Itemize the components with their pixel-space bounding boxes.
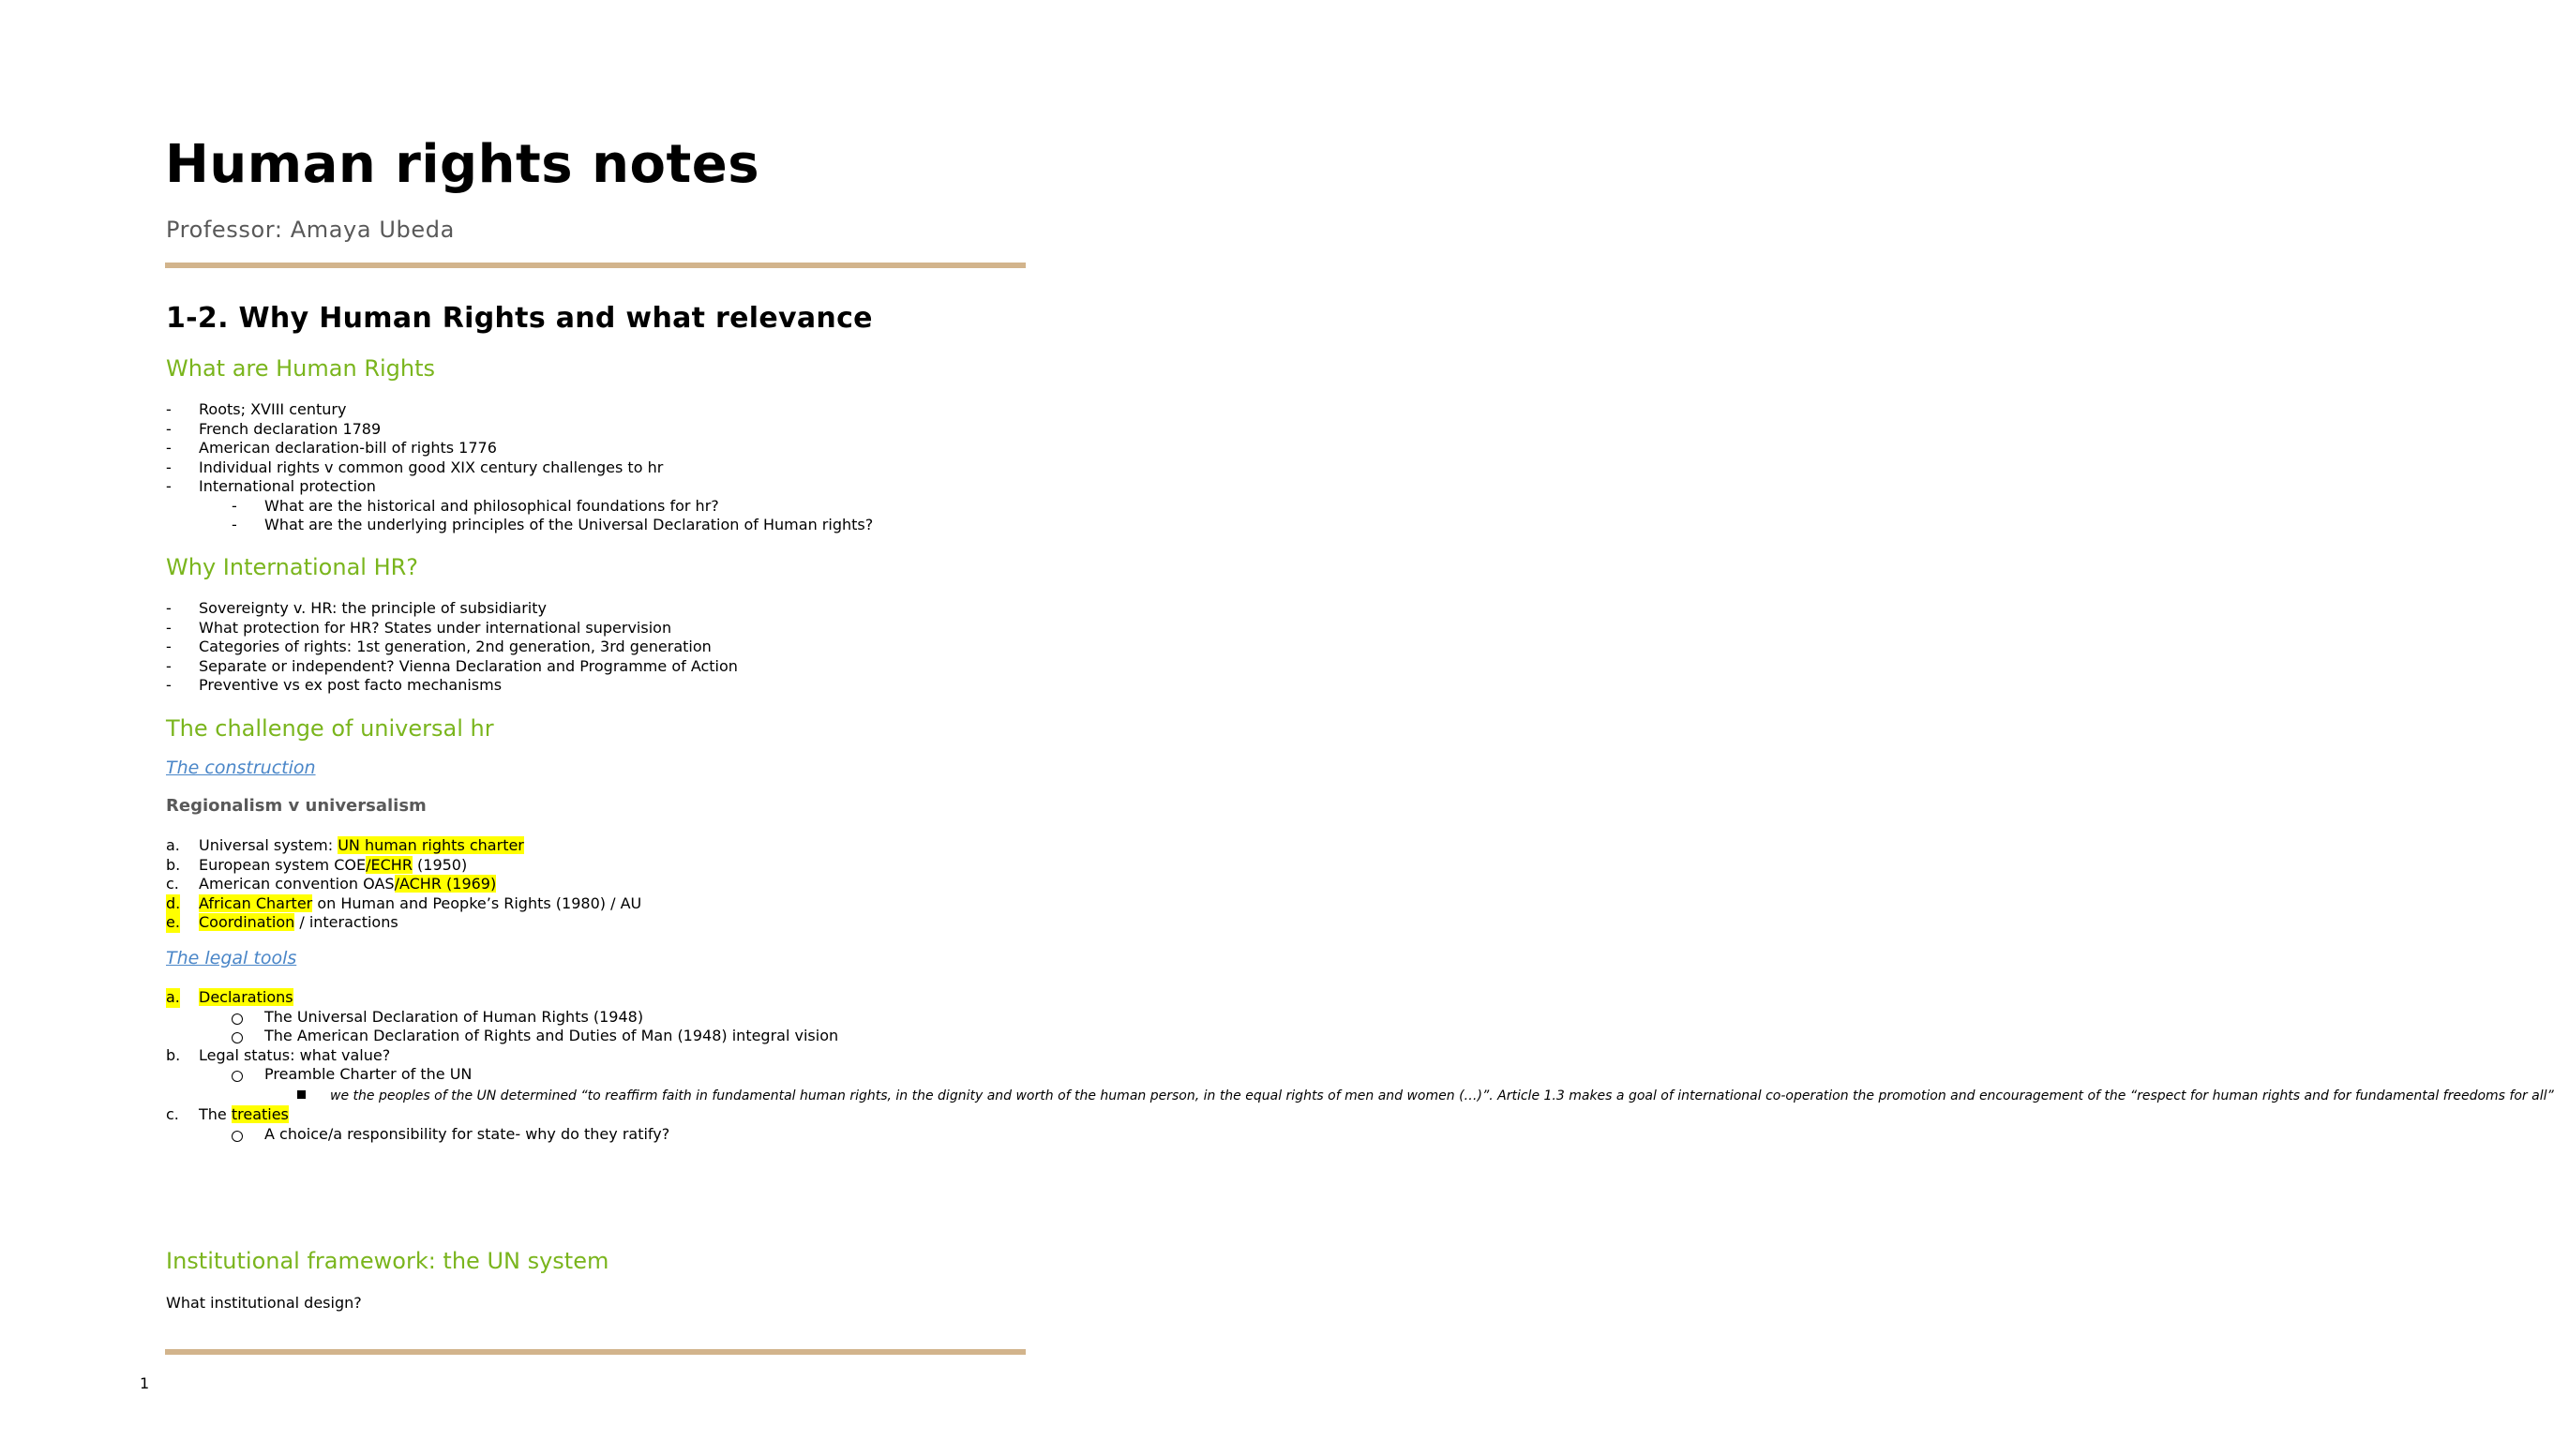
list-item: - Preventive vs ex post facto mechanisms xyxy=(166,676,738,696)
item-text: (1950) xyxy=(412,855,468,874)
item-text: / interactions xyxy=(294,913,398,931)
list-item xyxy=(166,894,641,914)
list-item: - What are the underlying principles of the Universal Declaration of Human rights? xyxy=(232,516,873,535)
item-text: A choice/a responsibility for state- why do they ratify? xyxy=(264,1124,670,1143)
what-are-sublist xyxy=(232,497,873,535)
declarations-sublist xyxy=(232,1008,986,1046)
legal-tools-subheading: The legal tools xyxy=(166,948,297,968)
bottom-rule xyxy=(165,1349,1026,1355)
item-text: on Human and Peopke’s Rights (1980) / AU xyxy=(312,893,642,912)
list-item: - International protection xyxy=(166,477,663,497)
list-item: - Categories of rights: 1st generation, 2nd generation, 3rd generation xyxy=(166,638,738,657)
systems-list xyxy=(166,836,641,933)
list-item: - Separate or independent? Vienna Declaration and Programme of Action xyxy=(166,657,738,677)
list-item: - What are the historical and philosophical foundations for hr? xyxy=(232,497,873,517)
list-item: - What protection for HR? States under international supervision xyxy=(166,619,738,638)
highlighted-text: African Charter xyxy=(199,893,313,912)
circle-bullet-icon xyxy=(232,1071,243,1082)
list-item xyxy=(232,1008,986,1028)
list-item: - American declaration-bill of rights 1776 xyxy=(166,439,663,458)
list-marker: c. xyxy=(166,875,179,893)
item-text: Legal status: what value? xyxy=(199,1045,391,1064)
highlighted-text: Declarations xyxy=(199,988,293,1006)
list-marker: a. xyxy=(166,836,180,854)
circle-bullet-icon xyxy=(232,1013,243,1025)
list-marker: c. xyxy=(166,1105,179,1123)
quote-text: we the peoples of the UN determined “to reaffirm faith in fundamental human rights, in the dignity and worth of the human person, in the equal rights of men and women (…)”. Article 1.3 makes a goal of international co-operation the promotion and encouragement of the “respect for human rights and for fundamental freedoms for all” xyxy=(330,1088,2554,1103)
circle-bullet-icon xyxy=(232,1131,243,1142)
item-text: The Universal Declaration of Human Rights (1948) xyxy=(264,1007,644,1026)
square-bullet-icon xyxy=(297,1090,306,1099)
list-marker: b. xyxy=(166,1045,181,1064)
list-item xyxy=(166,1105,986,1144)
list-item: - Sovereignty v. HR: the principle of subsidiarity xyxy=(166,599,738,619)
list-item xyxy=(166,875,641,894)
highlighted-text: /ECHR xyxy=(366,855,413,874)
item-text: European system COE xyxy=(199,855,367,874)
treaties-sublist xyxy=(232,1125,986,1145)
why-intl-list xyxy=(166,599,738,696)
construction-subheading: The construction xyxy=(166,758,316,778)
item-text: Universal system: xyxy=(199,836,338,854)
institutional-question: What institutional design? xyxy=(166,1294,362,1312)
institutional-heading: Institutional framework: the UN system xyxy=(166,1248,609,1274)
document-title: Human rights notes xyxy=(165,134,760,195)
what-are-heading: What are Human Rights xyxy=(166,355,436,382)
list-item xyxy=(232,1125,986,1145)
why-intl-heading: Why International HR? xyxy=(166,554,419,580)
list-item xyxy=(166,988,986,1046)
section-heading: 1-2. Why Human Rights and what relevance xyxy=(166,302,873,335)
legal-status-sublist xyxy=(232,1065,2554,1105)
what-are-list xyxy=(166,400,663,497)
item-text: Preamble Charter of the UN xyxy=(264,1065,473,1083)
regionalism-subheading: Regionalism v universalism xyxy=(166,796,427,816)
list-item xyxy=(166,856,641,876)
list-item xyxy=(166,1045,2554,1106)
page-number: 1 xyxy=(140,1374,150,1392)
item-text: American convention OAS xyxy=(199,875,395,893)
highlighted-text: UN human rights charter xyxy=(338,836,524,854)
list-marker: b. xyxy=(166,855,181,874)
list-item xyxy=(166,836,641,856)
list-marker: e. xyxy=(166,913,180,931)
list-item xyxy=(166,913,641,933)
highlighted-text: Coordination xyxy=(199,913,295,931)
preamble-sublist xyxy=(297,1087,2554,1106)
list-marker: a. xyxy=(166,988,180,1006)
item-text: The American Declaration of Rights and Duties of Man (1948) integral vision xyxy=(264,1027,839,1044)
document-subtitle: Professor: Amaya Ubeda xyxy=(166,217,455,243)
highlighted-text: treaties xyxy=(231,1105,289,1123)
list-marker: d. xyxy=(166,893,181,912)
top-rule xyxy=(165,263,1026,268)
legal-tools-list xyxy=(166,988,2554,1144)
item-text: The xyxy=(199,1105,232,1123)
highlighted-text: /ACHR (1969) xyxy=(394,875,497,893)
challenge-heading: The challenge of universal hr xyxy=(166,715,494,742)
list-item xyxy=(232,1027,986,1046)
list-item xyxy=(297,1087,2554,1106)
list-item: - Roots; XVIII century xyxy=(166,400,663,420)
circle-bullet-icon xyxy=(232,1032,243,1043)
list-item xyxy=(232,1065,2554,1105)
list-item: - Individual rights v common good XIX century challenges to hr xyxy=(166,458,663,478)
list-item: - French declaration 1789 xyxy=(166,420,663,440)
